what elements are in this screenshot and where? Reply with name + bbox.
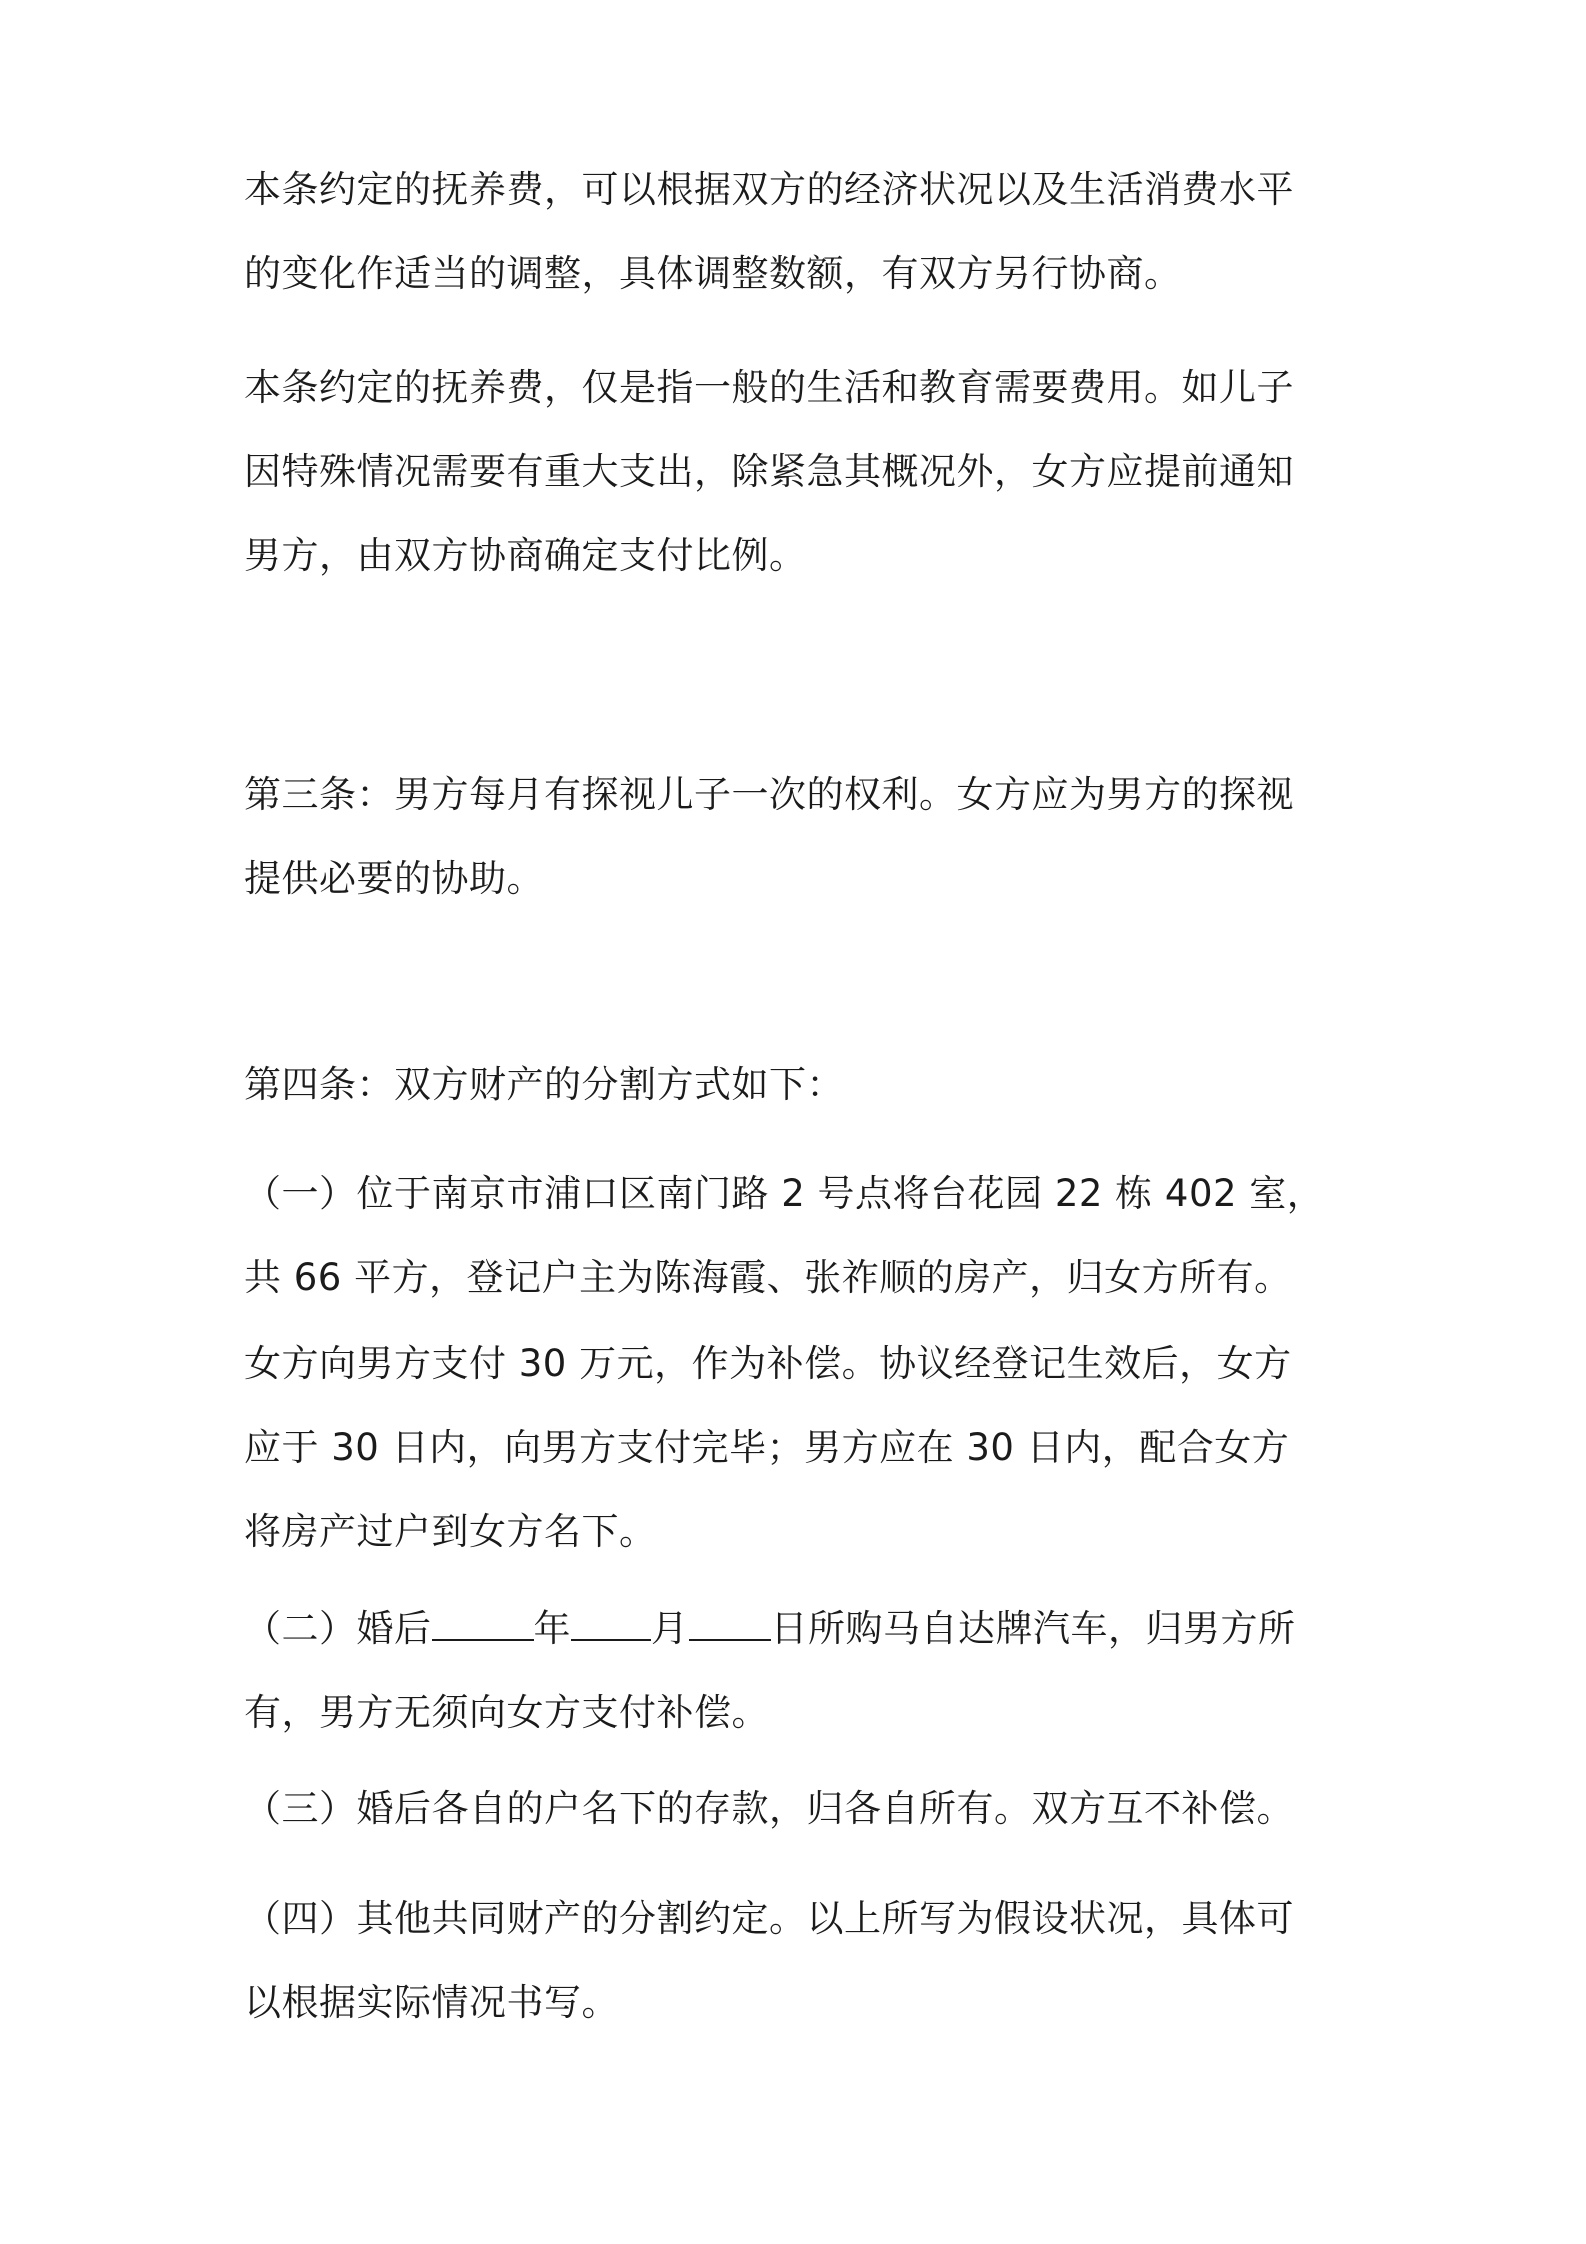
article-three bbox=[244, 753, 1354, 921]
property-item-three bbox=[244, 1767, 1354, 1851]
text-line: 应于 30 日内，向男方支付完毕；男方应在 30 日内，配合女方 bbox=[244, 1426, 1290, 1469]
text-line: 第三条：男方每月有探视儿子一次的权利。女方应为男方的探视 bbox=[244, 773, 1294, 816]
text-line: 男方，由双方协商确定支付比例。 bbox=[244, 534, 807, 577]
month-label: 月 bbox=[651, 1607, 689, 1650]
year-blank bbox=[432, 1609, 534, 1641]
text-line: 本条约定的抚养费，可以根据双方的经济状况以及生活消费水平 bbox=[244, 168, 1294, 211]
month-blank bbox=[571, 1609, 651, 1641]
paragraph-support-scope bbox=[244, 346, 1354, 598]
article-four-heading bbox=[244, 1043, 1354, 1127]
text-segment: 日所购马自达牌汽车，归男方所 bbox=[770, 1607, 1296, 1650]
property-compensation bbox=[244, 1322, 1354, 1574]
text-line: 本条约定的抚养费，仅是指一般的生活和教育需要费用。如儿子 bbox=[244, 366, 1294, 409]
text-line: 共 66 平方，登记户主为陈海霞、张祚顺的房产，归女方所有。 bbox=[244, 1256, 1292, 1299]
text-line: 有，男方无须向女方支付补偿。 bbox=[244, 1691, 769, 1734]
property-item-two bbox=[244, 1587, 1354, 1755]
text-line: 以根据实际情况书写。 bbox=[244, 1981, 619, 2024]
text-line: 的变化作适当的调整，具体调整数额，有双方另行协商。 bbox=[244, 252, 1182, 295]
day-blank bbox=[689, 1609, 771, 1641]
text-segment: （二）婚后 bbox=[244, 1607, 432, 1650]
property-item-four bbox=[244, 1877, 1354, 2045]
text-line: （四）其他共同财产的分割约定。以上所写为假设状况，具体可 bbox=[244, 1897, 1294, 1940]
paragraph-support-adjustment bbox=[244, 148, 1354, 316]
text-line: 第四条：双方财产的分割方式如下： bbox=[244, 1063, 844, 1106]
text-line: 将房产过户到女方名下。 bbox=[244, 1510, 657, 1553]
text-line: 因特殊情况需要有重大支出，除紧急其概况外，女方应提前通知 bbox=[244, 450, 1294, 493]
text-line: 女方向男方支付 30 万元，作为补偿。协议经登记生效后，女方 bbox=[244, 1342, 1292, 1385]
text-line: （一）位于南京市浦口区南门路 2 号点将台花园 22 栋 402 室， bbox=[244, 1172, 1325, 1215]
property-item-one bbox=[244, 1152, 1354, 1320]
text-line: （三）婚后各自的户名下的存款，归各自所有。双方互不补偿。 bbox=[244, 1787, 1294, 1830]
text-line-with-date-blanks bbox=[244, 1587, 1354, 1671]
year-label: 年 bbox=[533, 1607, 571, 1650]
text-line: 提供必要的协助。 bbox=[244, 857, 544, 900]
